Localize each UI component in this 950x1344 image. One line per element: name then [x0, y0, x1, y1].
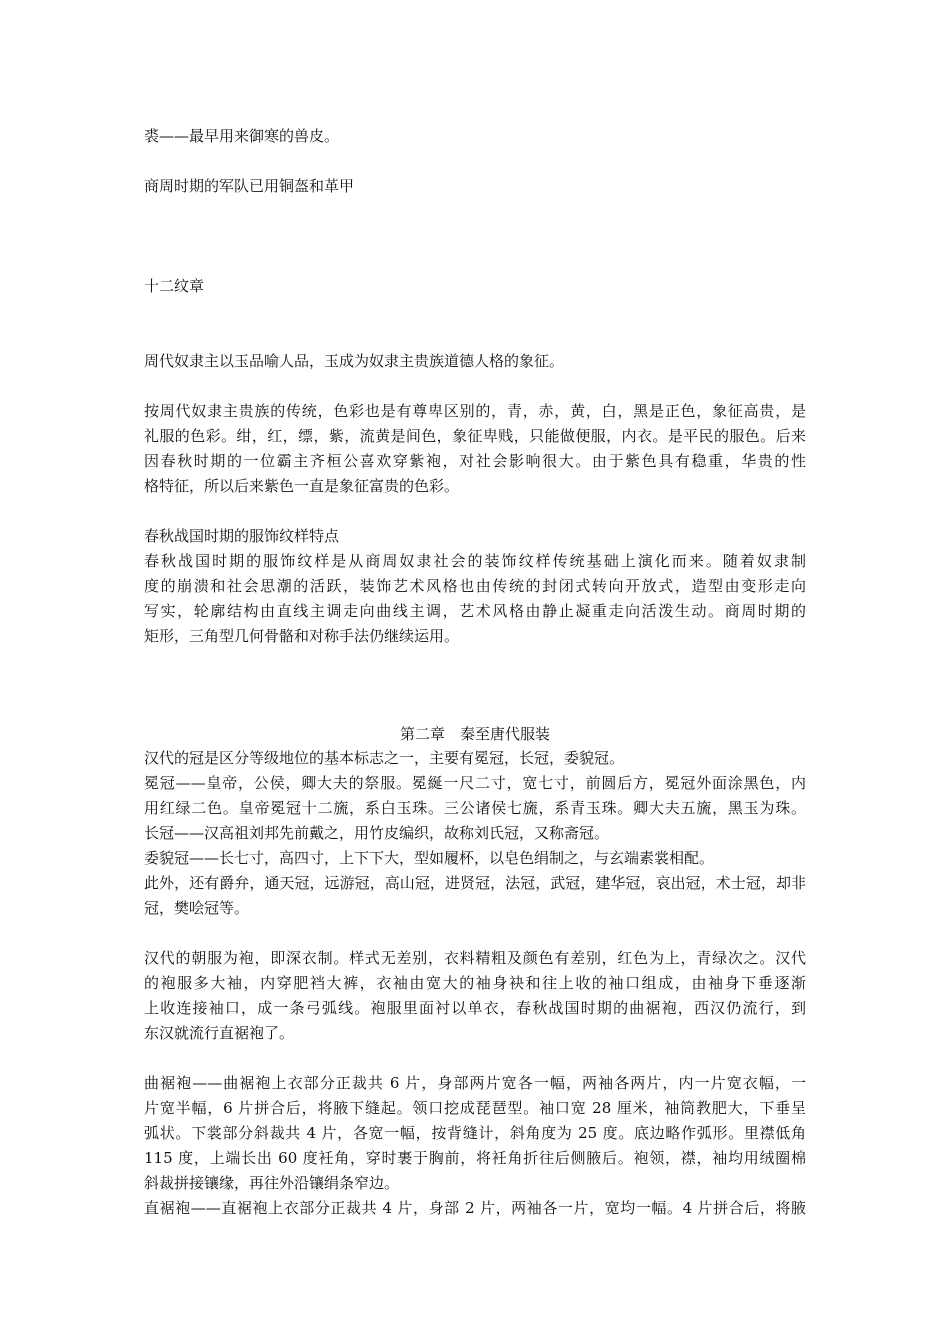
paragraph-patterns-line: 春秋战国时期的服饰纹样是从商周奴隶社会的装饰纹样传统基础上演化而来。随着奴隶制 — [144, 552, 806, 570]
heading-twelve-emblems: 十二纹章 — [144, 277, 205, 295]
heading-spring-autumn-patterns: 春秋战国时期的服饰纹样特点 — [144, 527, 340, 545]
paragraph-quju-line: 弧状。下裳部分斜裁共 4 片，各宽一幅，按背缝计，斜角度为 25 度。底边略作弧形。里襟低角 — [144, 1124, 806, 1142]
paragraph-mian-crown-line: 用红绿二色。皇帝冕冠十二旒，系白玉珠。三公诸侯七旒，系青玉珠。卿大夫五旒，黑玉为珠。 — [144, 799, 806, 817]
paragraph-patterns-line: 度的崩溃和社会思潮的活跃，装饰艺术风格也由传统的封闭式转向开放式，造型由变形走向 — [144, 577, 806, 595]
chapter-title: 第二章 秦至唐代服装 — [399, 725, 550, 743]
paragraph-colors-line: 因春秋时期的一位霸主齐桓公喜欢穿紫袍，对社会影响很大。由于紫色具有稳重，华贵的性 — [144, 452, 806, 470]
paragraph-jade: 周代奴隶主以玉品喻人品，玉成为奴隶主贵族道德人格的象征。 — [144, 352, 565, 370]
paragraph-patterns-line: 写实，轮廓结构由直线主调走向曲线主调，艺术风格由静止凝重走向活泼生动。商周时期的 — [144, 602, 806, 620]
paragraph-robes-line: 汉代的朝服为袍，即深衣制。样式无差别，衣料精粗及颜色有差别，红色为上，青绿次之。汉代 — [144, 949, 806, 967]
paragraph-armor: 商周时期的军队已用铜盔和革甲 — [144, 177, 355, 195]
paragraph-quju-line: 斜裁拼接镶缘，再往外沿镶绢条窄边。 — [144, 1174, 400, 1192]
paragraph-qiu: 裘——最早用来御寒的兽皮。 — [144, 127, 340, 145]
paragraph-mian-crown-line: 冕冠——皇帝，公侯，卿大夫的祭服。冕綖一尺二寸，宽七寸，前圆后方，冕冠外面涂黑色，内 — [144, 774, 806, 792]
paragraph-quju-line: 115 度，上端长出 60 度衽角，穿时裹于胸前，将衽角折往后侧腋后。袍领，襟，袖均用绒圈棉 — [144, 1149, 806, 1167]
paragraph-robes-line: 东汉就流行直裾袍了。 — [144, 1024, 295, 1042]
paragraph-zhiju-line: 直裾袍——直裾袍上衣部分正裁共 4 片，身部 2 片，两袖各一片，宽均一幅。4 片拼合后，将腋 — [144, 1199, 806, 1217]
paragraph-han-crowns: 汉代的冠是区分等级地位的基本标志之一，主要有冕冠，长冠，委貌冠。 — [144, 749, 625, 767]
paragraph-colors-line: 格特征，所以后来紫色一直是象征富贵的色彩。 — [144, 477, 460, 495]
paragraph-weimao-crown: 委貌冠——长七寸，高四寸，上下下大，型如履杯，以皂色绢制之，与玄端素裳相配。 — [144, 849, 715, 867]
paragraph-quju-line: 曲裾袍——曲裾袍上衣部分正裁共 6 片，身部两片宽各一幅，两袖各两片，内一片宽衣幅，一 — [144, 1074, 806, 1092]
paragraph-long-crown: 长冠——汉高祖刘邦先前戴之，用竹皮编织，故称刘氏冠，又称斋冠。 — [144, 824, 610, 842]
paragraph-quju-line: 片宽半幅，6 片拼合后，将腋下缝起。领口挖成琵琶型。袖口宽 28 厘米，袖筒教肥大，下垂呈 — [144, 1099, 806, 1117]
paragraph-colors-line: 按周代奴隶主贵族的传统，色彩也是有尊卑区别的，青，赤，黄，白，黑是正色，象征高贵，是 — [144, 402, 806, 420]
paragraph-robes-line: 的袍服多大袖，内穿肥裆大裤，衣袖由宽大的袖身袂和往上收的袖口组成，由袖身下垂逐渐 — [144, 974, 806, 992]
paragraph-colors-line: 礼服的色彩。绀，红，缥，紫，流黄是间色，象征卑贱，只能做便服，内衣。是平民的服色。后来 — [144, 427, 806, 445]
paragraph-other-crowns-line: 此外，还有爵弁，通天冠，远游冠，高山冠，进贤冠，法冠，武冠，建华冠，哀出冠，术士冠，却非 — [144, 874, 806, 892]
paragraph-other-crowns-line: 冠，樊哙冠等。 — [144, 899, 250, 917]
paragraph-patterns-line: 矩形，三角型几何骨骼和对称手法仍继续运用。 — [144, 627, 460, 645]
paragraph-robes-line: 上收连接袖口，成一条弓弧线。袍服里面衬以单衣，春秋战国时期的曲裾袍，西汉仍流行，到 — [144, 999, 806, 1017]
